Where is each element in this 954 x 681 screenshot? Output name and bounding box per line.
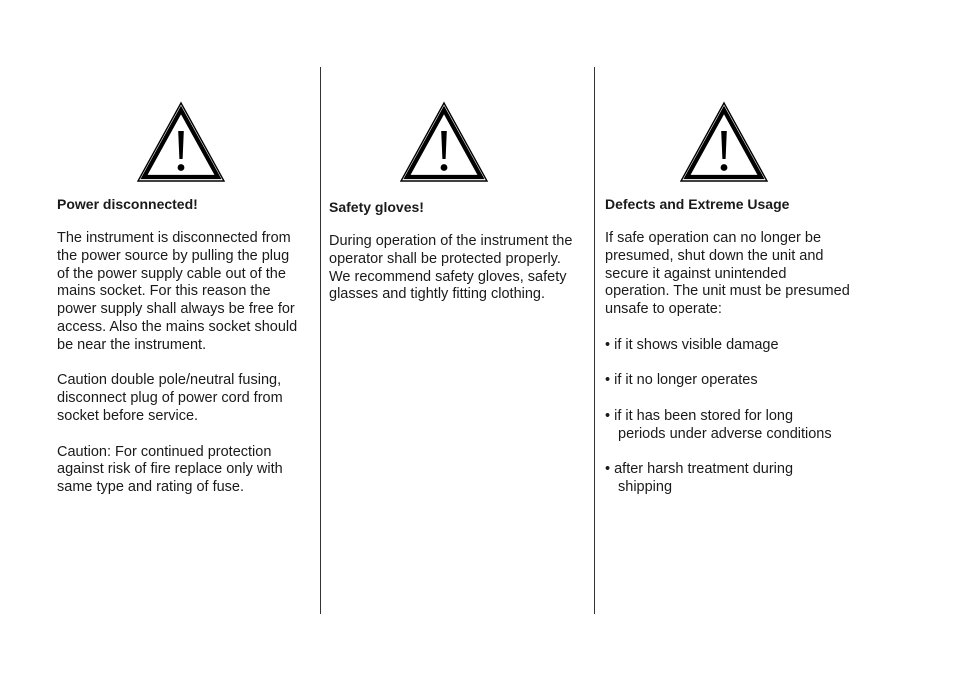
body-defects-extreme-usage (605, 230, 865, 497)
body-safety-gloves (329, 233, 591, 304)
paragraph-power-disconnected-1: The instrument is disconnected from the power source by pulling the plug of the power supply cable out of the mains socket. For this reason the power supply shall always be free for access. Also the mains socket should be near the instrument. (57, 230, 298, 353)
bullet-stored-adverse: • if it has been stored for long periods under adverse conditions (605, 407, 832, 442)
paragraph-defects-intro: If safe operation can no longer be presumed, shut down the unit and secure it against unintended operation. The unit must be presumed unsafe to operate: (605, 230, 850, 318)
bullet-no-longer-operates: • if it no longer operates (605, 372, 758, 389)
heading-safety-gloves: Safety gloves! (329, 199, 424, 215)
paragraph-safety-gloves: During operation of the instrument the operator shall be protected properly. We recommend safety gloves, safety glasses and tightly fitting clothing. (329, 233, 573, 303)
bullet-harsh-treatment: • after harsh treatment during shipping (605, 461, 794, 496)
body-power-disconnected (57, 230, 317, 497)
heading-defects-extreme-usage: Defects and Extreme Usage (605, 196, 790, 212)
warning-triangle-icon (679, 101, 769, 183)
paragraph-caution-fusing: Caution double pole/neutral fusing, disconnect plug of power cord from socket before service. (57, 372, 283, 424)
warning-triangle-icon (399, 101, 489, 183)
column-divider-right (594, 67, 595, 614)
column-divider-left (320, 67, 321, 614)
warning-triangle-icon (136, 101, 226, 183)
paragraph-caution-fire: Caution: For continued protection against risk of fire replace only with same type and rating of fuse. (57, 443, 283, 496)
bullet-visible-damage: • if it shows visible damage (605, 336, 779, 353)
heading-power-disconnected: Power disconnected! (57, 196, 198, 212)
